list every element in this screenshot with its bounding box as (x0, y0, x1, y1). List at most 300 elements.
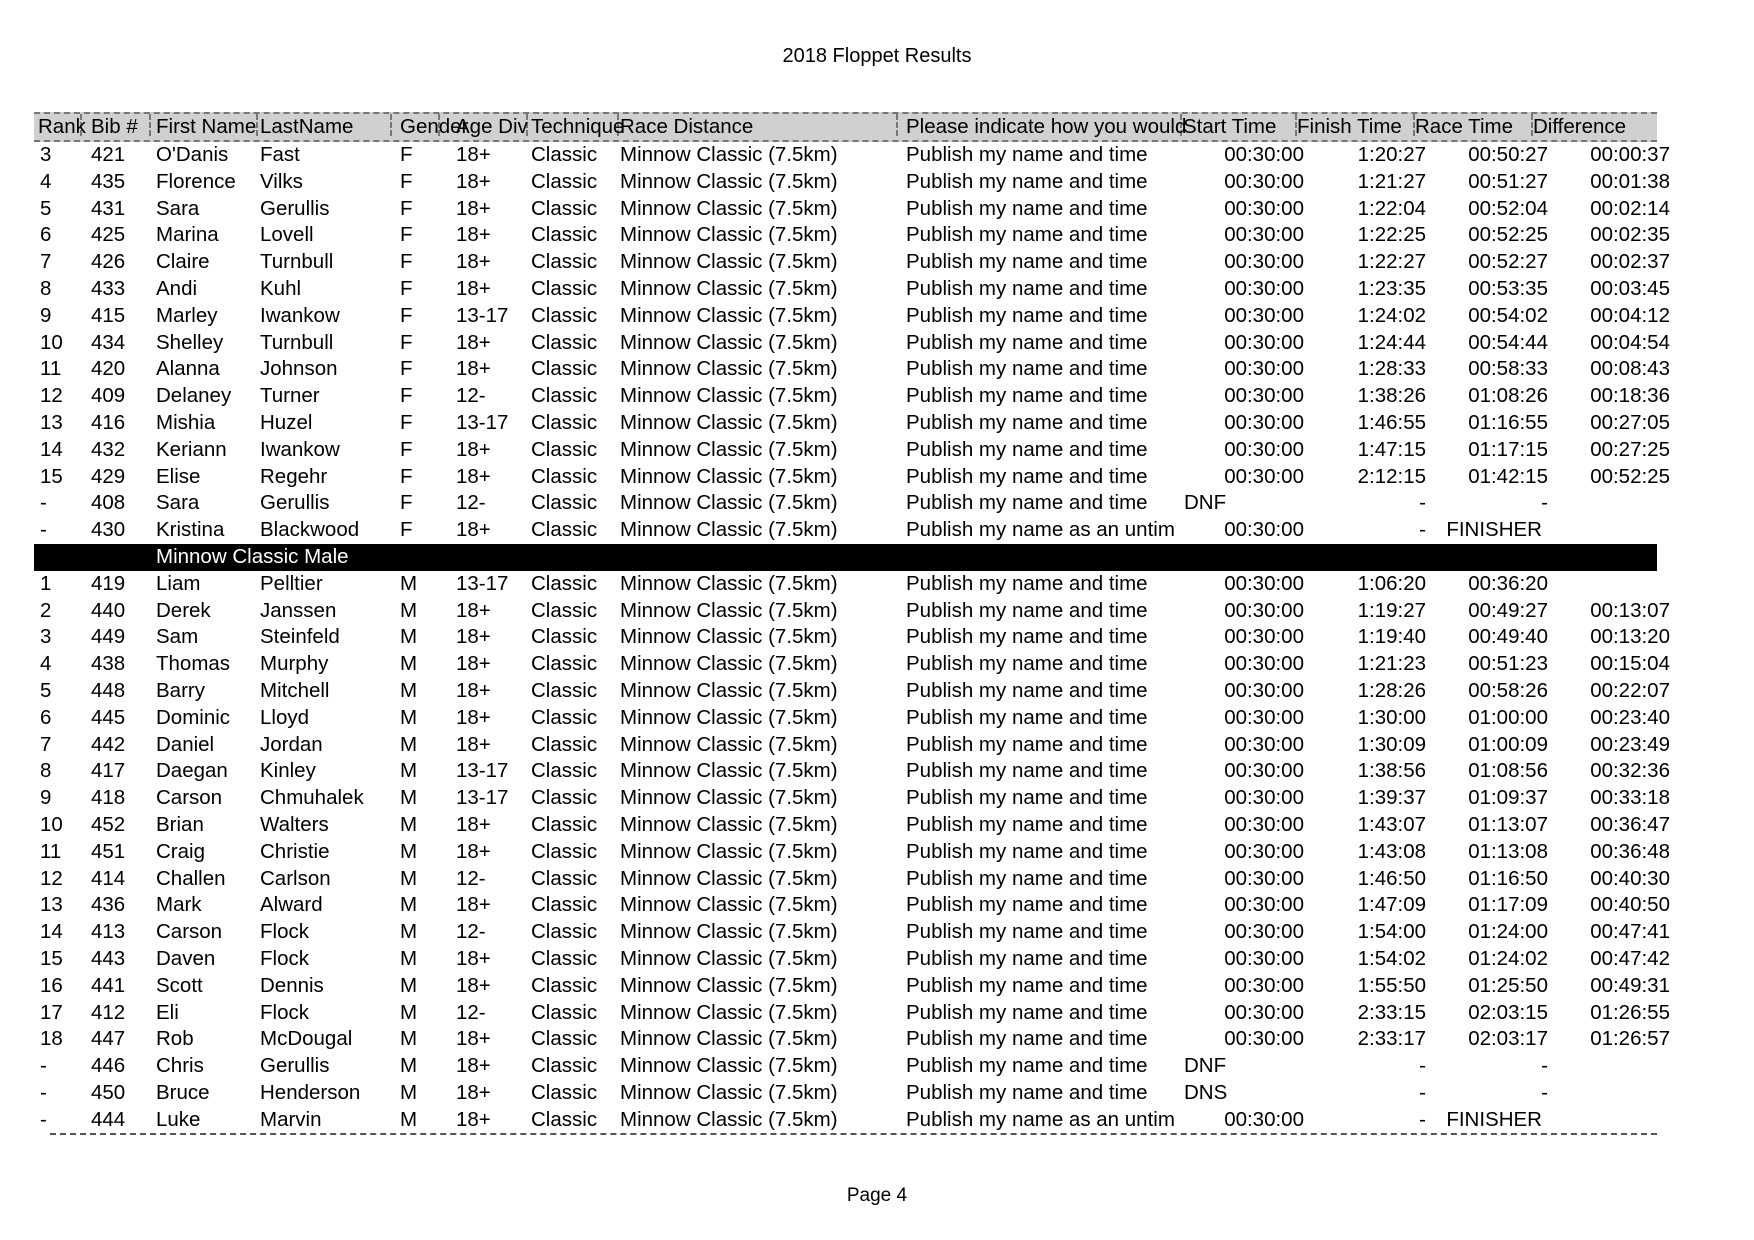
column-header-difference: Difference (1533, 115, 1627, 138)
cell-race-distance: Minnow Classic (7.5km) (620, 223, 838, 247)
cell-bib: 451 (91, 839, 126, 863)
cell-finish-time: 1:47:15 (1357, 437, 1426, 461)
cell-bib: 446 (91, 1054, 126, 1078)
cell-first-name: Challen (156, 866, 226, 890)
column-header-publish-option: Please indicate how you would (906, 115, 1187, 138)
cell-bib: 448 (91, 678, 126, 702)
cell-bib: 442 (91, 732, 126, 756)
table-row (34, 437, 1670, 464)
cell-bib: 440 (91, 598, 126, 622)
cell-race-time: FINISHER (1446, 1107, 1542, 1131)
cell-technique: Classic (531, 1054, 598, 1078)
cell-bib: 445 (91, 705, 126, 729)
cell-publish-option: Publish my name and time (906, 384, 1148, 408)
column-header-first-name: First Name (156, 115, 257, 138)
table-bottom-border (50, 1133, 1657, 1135)
cell-technique: Classic (531, 625, 598, 649)
table-row (34, 330, 1670, 357)
cell-race-distance: Minnow Classic (7.5km) (620, 893, 838, 917)
table-row (34, 142, 1670, 169)
cell-publish-option: Publish my name and time (906, 357, 1148, 381)
cell-gender: M (400, 866, 418, 890)
cell-gender: M (400, 1054, 418, 1078)
cell-bib: 438 (91, 652, 126, 676)
cell-rank: 16 (40, 973, 63, 997)
cell-publish-option: Publish my name and time (906, 143, 1148, 166)
cell-race-time: 00:54:02 (1468, 303, 1548, 327)
cell-start-time: 00:30:00 (1224, 276, 1304, 300)
cell-difference: 00:08:43 (1590, 357, 1670, 381)
cell-bib: 412 (91, 1000, 126, 1024)
cell-finish-time: 1:43:07 (1357, 812, 1426, 836)
cell-difference: 00:02:35 (1590, 223, 1670, 247)
cell-bib: 434 (91, 330, 126, 354)
cell-gender: M (400, 786, 418, 810)
cell-race-time: 01:13:08 (1468, 839, 1548, 863)
table-row (34, 678, 1670, 705)
table-row (34, 785, 1670, 812)
cell-gender: M (400, 1027, 418, 1051)
cell-age-div: 12- (456, 491, 486, 515)
cell-first-name: Delaney (156, 384, 232, 408)
cell-bib: 449 (91, 625, 126, 649)
table-row (34, 571, 1657, 598)
cell-publish-option: Publish my name and time (906, 625, 1148, 649)
cell-age-div: 18+ (456, 250, 491, 274)
cell-technique: Classic (531, 223, 598, 247)
cell-rank: 13 (40, 893, 63, 917)
cell-bib: 444 (91, 1107, 126, 1131)
page-number: Page 4 (846, 1185, 908, 1206)
cell-technique: Classic (531, 169, 598, 193)
cell-race-distance: Minnow Classic (7.5km) (620, 437, 838, 461)
cell-bib: 416 (91, 410, 126, 434)
cell-gender: M (400, 1080, 418, 1104)
cell-gender: M (400, 1000, 418, 1024)
cell-technique: Classic (531, 1080, 598, 1104)
cell-race-distance: Minnow Classic (7.5km) (620, 920, 838, 944)
cell-race-distance: Minnow Classic (7.5km) (620, 464, 838, 488)
cell-technique: Classic (531, 410, 598, 434)
cell-first-name: Mishia (156, 410, 216, 434)
cell-difference: 00:23:40 (1590, 705, 1670, 729)
cell-rank: 12 (40, 384, 63, 408)
cell-difference: 00:27:25 (1590, 437, 1670, 461)
cell-race-time: 01:09:37 (1468, 786, 1548, 810)
cell-age-div: 18+ (456, 357, 491, 381)
cell-race-distance: Minnow Classic (7.5km) (620, 196, 838, 220)
table-row (34, 758, 1670, 785)
cell-last-name: Flock (260, 946, 309, 970)
table-row (34, 973, 1670, 1000)
cell-publish-option: Publish my name and time (906, 786, 1148, 810)
cell-first-name: Elise (156, 464, 201, 488)
cell-bib: 425 (91, 223, 126, 247)
cell-age-div: 18+ (456, 437, 491, 461)
cell-last-name: Henderson (260, 1080, 361, 1104)
cell-rank: 18 (40, 1027, 63, 1051)
cell-gender: M (400, 920, 418, 944)
cell-publish-option: Publish my name and time (906, 491, 1148, 515)
cell-difference: 00:23:49 (1590, 732, 1670, 756)
cell-first-name: Brian (156, 812, 204, 836)
cell-difference: 00:01:38 (1590, 169, 1670, 193)
cell-publish-option: Publish my name and time (906, 410, 1148, 434)
cell-race-distance: Minnow Classic (7.5km) (620, 1080, 838, 1104)
cell-race-time: 00:54:44 (1468, 330, 1548, 354)
cell-race-time: 00:49:27 (1468, 598, 1548, 622)
cell-start-time: 00:30:00 (1224, 384, 1304, 408)
cell-technique: Classic (531, 946, 598, 970)
cell-start-time: 00:30:00 (1224, 812, 1304, 836)
cell-start-time: 00:30:00 (1224, 357, 1304, 381)
cell-last-name: Lovell (260, 223, 314, 247)
cell-difference: 00:15:04 (1590, 652, 1670, 676)
cell-publish-option: Publish my name and time (906, 196, 1148, 220)
cell-difference: 00:00:37 (1590, 143, 1670, 166)
cell-last-name: Turner (260, 384, 320, 408)
cell-finish-time: - (1419, 1054, 1426, 1078)
cell-race-distance: Minnow Classic (7.5km) (620, 598, 838, 622)
table-row (34, 464, 1670, 491)
cell-difference: 00:36:47 (1590, 812, 1670, 836)
cell-age-div: 18+ (456, 330, 491, 354)
cell-publish-option: Publish my name and time (906, 571, 1148, 595)
cell-race-time: - (1541, 1080, 1548, 1104)
cell-first-name: Bruce (156, 1080, 210, 1104)
cell-last-name: Regehr (260, 464, 328, 488)
cell-start-time: 00:30:00 (1224, 143, 1304, 166)
cell-finish-time: 1:54:02 (1357, 946, 1426, 970)
cell-age-div: 12- (456, 384, 486, 408)
cell-gender: F (400, 491, 413, 515)
cell-race-distance: Minnow Classic (7.5km) (620, 652, 838, 676)
cell-start-time: 00:30:00 (1224, 250, 1304, 274)
cell-race-time: 01:00:00 (1468, 705, 1548, 729)
table-row (34, 732, 1670, 759)
cell-bib: 420 (91, 357, 126, 381)
cell-age-div: 13-17 (456, 410, 509, 434)
cell-rank: 10 (40, 812, 63, 836)
cell-last-name: Vilks (260, 169, 303, 193)
cell-technique: Classic (531, 786, 598, 810)
column-header-age-div: Age Div (456, 115, 528, 138)
cell-gender: M (400, 625, 418, 649)
cell-first-name: Alanna (156, 357, 220, 381)
cell-last-name: Steinfeld (260, 625, 340, 649)
cell-rank: 2 (40, 598, 52, 622)
cell-race-time: 01:16:55 (1468, 410, 1548, 434)
cell-race-distance: Minnow Classic (7.5km) (620, 1107, 838, 1131)
cell-age-div: 18+ (456, 946, 491, 970)
cell-difference: 00:22:07 (1590, 678, 1670, 702)
cell-race-distance: Minnow Classic (7.5km) (620, 250, 838, 274)
cell-finish-time: 1:23:35 (1357, 276, 1426, 300)
cell-technique: Classic (531, 357, 598, 381)
column-header-race-time: Race Time (1415, 114, 1533, 136)
table-row (34, 866, 1670, 893)
cell-rank: 13 (40, 410, 63, 434)
cell-technique: Classic (531, 571, 598, 595)
cell-age-div: 18+ (456, 598, 491, 622)
cell-publish-option: Publish my name and time (906, 812, 1148, 836)
cell-age-div: 18+ (456, 1027, 491, 1051)
cell-technique: Classic (531, 491, 598, 515)
table-row (34, 303, 1670, 330)
cell-race-time: 00:53:35 (1468, 276, 1548, 300)
cell-bib: 441 (91, 973, 126, 997)
cell-race-distance: Minnow Classic (7.5km) (620, 491, 838, 515)
cell-technique: Classic (531, 518, 598, 542)
cell-gender: F (400, 143, 413, 166)
cell-finish-time: 1:30:09 (1357, 732, 1426, 756)
cell-age-div: 18+ (456, 812, 491, 836)
cell-rank: - (40, 1080, 47, 1104)
table-row (34, 356, 1670, 383)
cell-last-name: Fast (260, 143, 300, 166)
cell-first-name: Mark (156, 893, 202, 917)
cell-finish-time: - (1419, 491, 1426, 515)
cell-difference: 00:32:36 (1590, 759, 1670, 783)
cell-finish-time: 1:21:27 (1357, 169, 1426, 193)
cell-age-div: 13-17 (456, 786, 509, 810)
cell-finish-time: 1:24:02 (1357, 303, 1426, 327)
table-row (34, 517, 1657, 544)
cell-bib: 433 (91, 276, 126, 300)
cell-race-time: 00:58:26 (1468, 678, 1548, 702)
cell-race-time: 01:42:15 (1468, 464, 1548, 488)
cell-last-name: Murphy (260, 652, 329, 676)
cell-age-div: 18+ (456, 1080, 491, 1104)
cell-finish-time: 1:30:00 (1357, 705, 1426, 729)
cell-bib: 408 (91, 491, 126, 515)
cell-rank: 9 (40, 303, 52, 327)
cell-difference: 00:18:36 (1590, 384, 1670, 408)
cell-technique: Classic (531, 250, 598, 274)
cell-start-time: 00:30:00 (1224, 1107, 1304, 1131)
cell-age-div: 18+ (456, 678, 491, 702)
cell-first-name: Luke (156, 1107, 201, 1131)
cell-race-distance: Minnow Classic (7.5km) (620, 330, 838, 354)
cell-finish-time: 1:55:50 (1357, 973, 1426, 997)
cell-publish-option: Publish my name and time (906, 839, 1148, 863)
cell-gender: F (400, 303, 413, 327)
cell-first-name: Daegan (156, 759, 228, 783)
cell-technique: Classic (531, 276, 598, 300)
column-header-bib: Bib # (91, 114, 151, 136)
cell-finish-time: 1:24:44 (1357, 330, 1426, 354)
cell-start-time: 00:30:00 (1224, 169, 1304, 193)
cell-gender: F (400, 464, 413, 488)
cell-bib: 413 (91, 920, 126, 944)
cell-bib: 452 (91, 812, 126, 836)
cell-race-time: 00:36:20 (1468, 571, 1548, 595)
cell-start-time: 00:30:00 (1224, 410, 1304, 434)
table-header (34, 112, 1657, 142)
cell-race-distance: Minnow Classic (7.5km) (620, 518, 838, 542)
cell-start-time: 00:30:00 (1224, 786, 1304, 810)
cell-race-time: 01:24:02 (1468, 946, 1548, 970)
cell-gender: F (400, 223, 413, 247)
cell-first-name: Marina (156, 223, 219, 247)
cell-race-time: 02:03:15 (1468, 1000, 1548, 1024)
cell-last-name: Turnbull (260, 330, 334, 354)
cell-start-time: 00:30:00 (1224, 1027, 1304, 1051)
cell-rank: 4 (40, 169, 52, 193)
cell-rank: 8 (40, 759, 52, 783)
cell-age-div: 18+ (456, 223, 491, 247)
cell-publish-option: Publish my name and time (906, 920, 1148, 944)
cell-rank: 3 (40, 143, 52, 166)
cell-start-time: 00:30:00 (1224, 705, 1304, 729)
cell-rank: 12 (40, 866, 63, 890)
cell-last-name: Blackwood (260, 518, 360, 542)
cell-bib: 430 (91, 518, 126, 542)
cell-publish-option: Publish my name and time (906, 1054, 1148, 1078)
cell-start-time: DNF (1184, 1054, 1227, 1078)
cell-race-time: 01:25:50 (1468, 973, 1548, 997)
cell-rank: 10 (40, 330, 63, 354)
cell-publish-option: Publish my name and time (906, 276, 1148, 300)
cell-publish-option: Publish my name and time (906, 464, 1148, 488)
cell-age-div: 18+ (456, 1054, 491, 1078)
cell-age-div: 18+ (456, 732, 491, 756)
cell-finish-time: 1:28:26 (1357, 678, 1426, 702)
table-row (34, 651, 1670, 678)
cell-difference: 00:49:31 (1590, 973, 1670, 997)
cell-difference: 00:36:48 (1590, 839, 1670, 863)
cell-publish-option: Publish my name as an untim (906, 1107, 1175, 1131)
table-row (34, 705, 1670, 732)
cell-race-distance: Minnow Classic (7.5km) (620, 1054, 838, 1078)
cell-publish-option: Publish my name and time (906, 866, 1148, 890)
cell-first-name: Andi (156, 276, 198, 300)
cell-finish-time: 1:54:00 (1357, 920, 1426, 944)
cell-difference: 00:27:05 (1590, 410, 1670, 434)
cell-race-distance: Minnow Classic (7.5km) (620, 303, 838, 327)
cell-race-distance: Minnow Classic (7.5km) (620, 786, 838, 810)
cell-race-distance: Minnow Classic (7.5km) (620, 732, 838, 756)
cell-first-name: Derek (156, 598, 211, 622)
cell-publish-option: Publish my name and time (906, 250, 1148, 274)
cell-last-name: Iwankow (260, 437, 340, 461)
cell-publish-option: Publish my name and time (906, 1080, 1148, 1104)
cell-gender: M (400, 1107, 418, 1131)
cell-first-name: Chris (156, 1054, 204, 1078)
cell-start-time: 00:30:00 (1224, 437, 1304, 461)
cell-race-time: FINISHER (1446, 518, 1542, 542)
cell-age-div: 18+ (456, 196, 491, 220)
cell-publish-option: Publish my name and time (906, 759, 1148, 783)
cell-first-name: Carson (156, 920, 223, 944)
cell-difference: 00:47:42 (1590, 946, 1670, 970)
cell-rank: - (40, 1054, 47, 1078)
cell-gender: F (400, 410, 413, 434)
cell-technique: Classic (531, 1000, 598, 1024)
cell-race-time: 01:17:09 (1468, 893, 1548, 917)
cell-bib: 418 (91, 786, 126, 810)
cell-first-name: Florence (156, 169, 236, 193)
cell-publish-option: Publish my name and time (906, 223, 1148, 247)
table-row (34, 598, 1670, 625)
cell-bib: 414 (91, 866, 126, 890)
cell-race-distance: Minnow Classic (7.5km) (620, 866, 838, 890)
cell-race-time: - (1541, 491, 1548, 515)
cell-race-time: 01:24:00 (1468, 920, 1548, 944)
cell-rank: 3 (40, 625, 52, 649)
cell-last-name: Christie (260, 839, 330, 863)
cell-age-div: 13-17 (456, 303, 509, 327)
cell-rank: 14 (40, 437, 63, 461)
results-table (34, 112, 1670, 1133)
cell-first-name: Craig (156, 839, 205, 863)
cell-bib: 450 (91, 1080, 126, 1104)
cell-first-name: Dominic (156, 705, 231, 729)
cell-rank: 11 (40, 839, 62, 863)
cell-bib: 447 (91, 1027, 126, 1051)
cell-technique: Classic (531, 1107, 598, 1131)
table-row (34, 839, 1670, 866)
cell-gender: M (400, 946, 418, 970)
cell-finish-time: 1:38:26 (1357, 384, 1426, 408)
cell-first-name: Daven (156, 946, 216, 970)
cell-first-name: Liam (156, 571, 201, 595)
cell-age-div: 18+ (456, 1107, 491, 1131)
cell-first-name: Claire (156, 250, 210, 274)
cell-technique: Classic (531, 464, 598, 488)
cell-finish-time: 1:39:37 (1357, 786, 1426, 810)
cell-race-distance: Minnow Classic (7.5km) (620, 678, 838, 702)
table-row (34, 490, 1657, 517)
cell-finish-time: 1:19:27 (1357, 598, 1426, 622)
column-header-start-time: Start Time (1183, 114, 1297, 136)
cell-race-time: 01:17:15 (1468, 437, 1548, 461)
cell-technique: Classic (531, 759, 598, 783)
cell-race-time: 00:51:27 (1468, 169, 1548, 193)
cell-rank: 17 (40, 1000, 63, 1024)
cell-race-time: 02:03:17 (1468, 1027, 1548, 1051)
table-row (34, 946, 1670, 973)
cell-first-name: Marley (156, 303, 218, 327)
section-label: Minnow Classic Male (156, 544, 349, 568)
cell-race-distance: Minnow Classic (7.5km) (620, 410, 838, 434)
cell-start-time: 00:30:00 (1224, 732, 1304, 756)
cell-race-distance: Minnow Classic (7.5km) (620, 357, 838, 381)
cell-last-name: Jordan (260, 732, 323, 756)
cell-finish-time: 2:12:15 (1357, 464, 1426, 488)
cell-race-distance: Minnow Classic (7.5km) (620, 169, 838, 193)
cell-age-div: 12- (456, 866, 486, 890)
section-header-row (34, 544, 1657, 571)
column-header-technique: Technique (531, 115, 625, 138)
cell-gender: M (400, 598, 418, 622)
cell-start-time: 00:30:00 (1224, 839, 1304, 863)
cell-technique: Classic (531, 196, 598, 220)
cell-difference: 00:03:45 (1590, 276, 1670, 300)
cell-technique: Classic (531, 705, 598, 729)
cell-bib: 426 (91, 250, 126, 274)
cell-start-time: 00:30:00 (1224, 893, 1304, 917)
cell-finish-time: 1:19:40 (1357, 625, 1426, 649)
cell-age-div: 13-17 (456, 571, 509, 595)
cell-gender: M (400, 732, 418, 756)
cell-race-distance: Minnow Classic (7.5km) (620, 1000, 838, 1024)
cell-last-name: Dennis (260, 973, 324, 997)
cell-race-distance: Minnow Classic (7.5km) (620, 705, 838, 729)
cell-difference: 00:40:30 (1590, 866, 1670, 890)
column-header-race-distance: Race Distance (620, 114, 898, 136)
table-row (34, 222, 1670, 249)
